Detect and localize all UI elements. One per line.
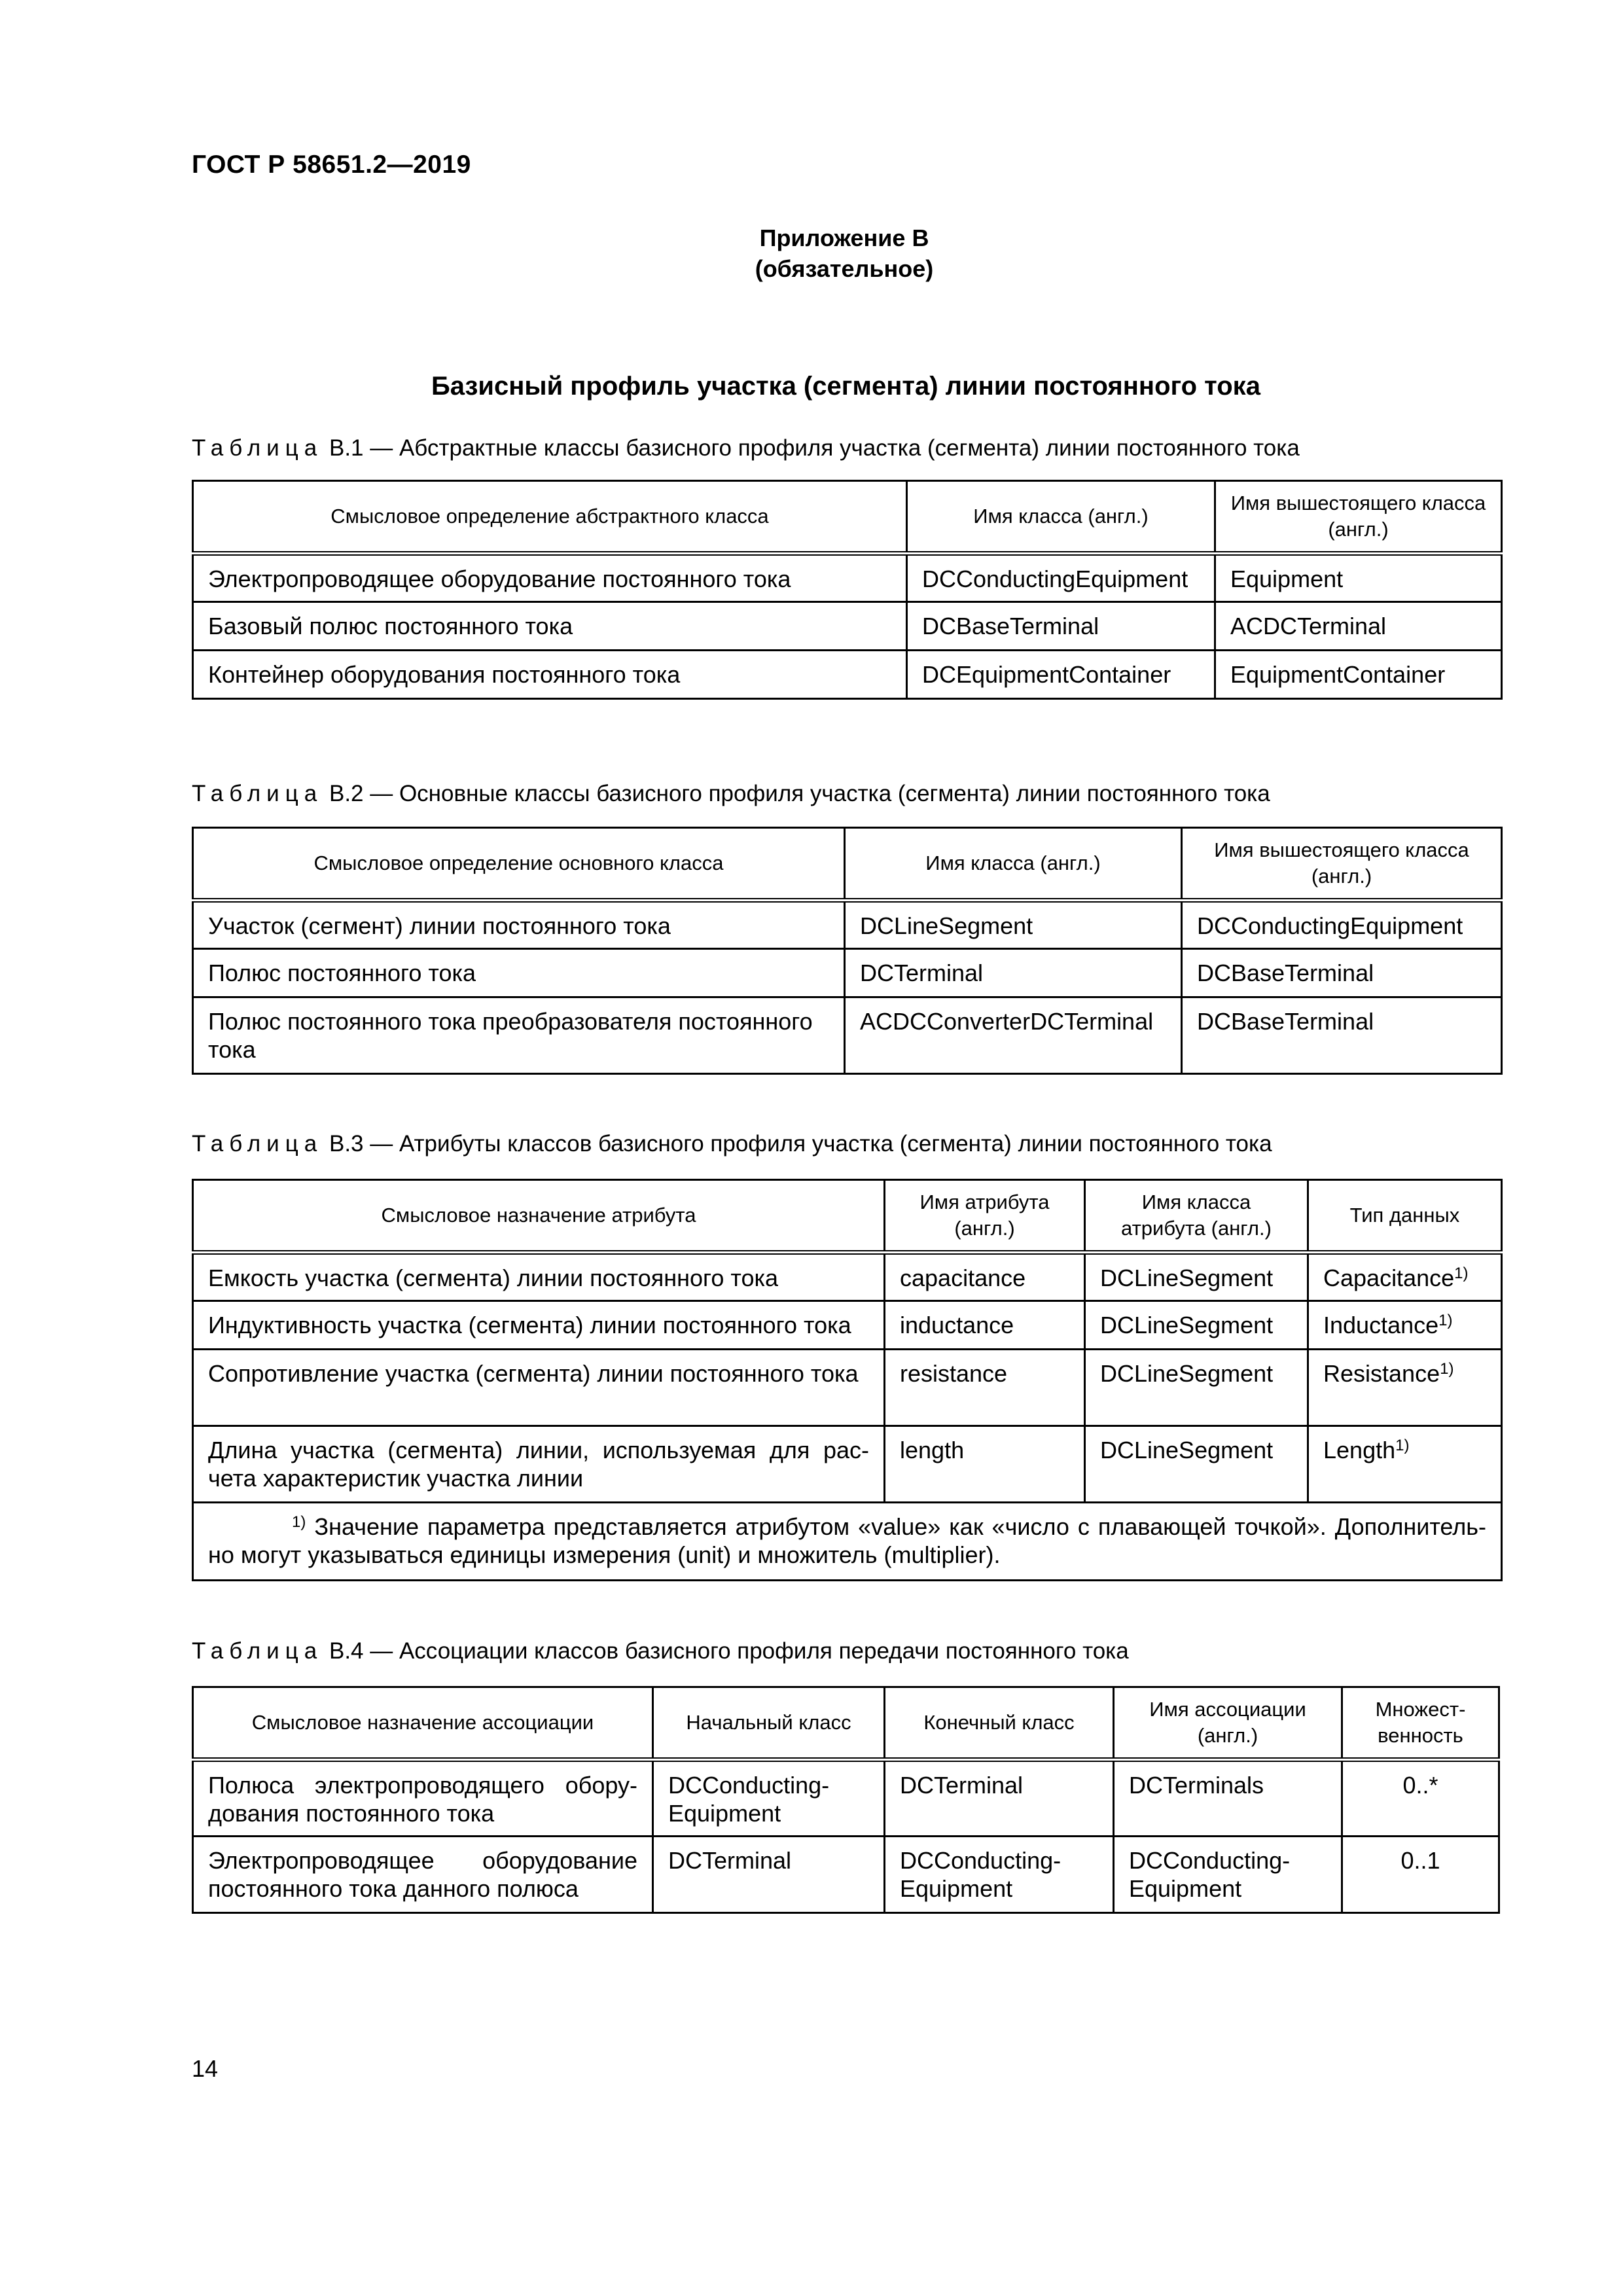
footnote-mark: 1) xyxy=(292,1513,306,1531)
footnote-ref: 1) xyxy=(1440,1360,1454,1378)
table3-caption-text: В.3 — Атрибуты классов базисного профиля участка (сегмента) линии постоянного тока xyxy=(329,1131,1272,1157)
table2-caption xyxy=(192,781,1270,807)
table2-header-class-name: Имя класса (англ.) xyxy=(845,828,1182,901)
table3-cell: Индуктивность участка (сегмента) линии постоянного тока xyxy=(193,1301,885,1350)
table4-cell: DCTerminal xyxy=(653,1837,885,1913)
table4 xyxy=(192,1686,1500,1914)
table3-cell xyxy=(1308,1426,1502,1503)
table1-caption-text: В.1 — Абстрактные классы базисного профиля участка (сегмента) линии постоянного тока xyxy=(329,435,1300,461)
table1-cell: DCEquipmentContainer xyxy=(907,651,1215,699)
table2-header-parent-class: Имя вышестоящего класса (англ.) xyxy=(1182,828,1502,901)
table4-cell: 0..1 xyxy=(1342,1837,1499,1913)
table-row xyxy=(193,651,1502,699)
table3-cell: DCLineSegment xyxy=(1085,1350,1308,1426)
table3-cell xyxy=(1308,1350,1502,1426)
table3-label: Таблица xyxy=(192,1131,323,1157)
table2-cell: DCBaseTerminal xyxy=(1182,997,1502,1074)
table1-caption xyxy=(192,435,1300,461)
annex-status: (обязательное) xyxy=(755,255,934,282)
table1-label: Таблица xyxy=(192,435,323,461)
table4-caption-text: В.4 — Ассоциации классов базисного профиля передачи постоянного тока xyxy=(329,1638,1129,1664)
footnote-text: Значение параметра представляется атрибутом «value» как «число с плавающей точкой». Дополнитель-но могут указываться единицы измерения (unit) и множитель (multiplier). xyxy=(208,1513,1486,1568)
table-row xyxy=(193,949,1502,997)
table2-cell: Полюс постоянного тока xyxy=(193,949,845,997)
table1-header-definition: Смысловое определение абстрактного класса xyxy=(193,481,907,554)
table2-cell: ACDCConverterDCTerminal xyxy=(845,997,1182,1074)
table-row xyxy=(193,1760,1499,1837)
table3-cell: DCLineSegment xyxy=(1085,1253,1308,1301)
table3-header-attribute-name: Имя атрибута (англ.) xyxy=(885,1180,1085,1253)
table3-cell: inductance xyxy=(885,1301,1085,1350)
table-row xyxy=(193,997,1502,1074)
table1-header-class-name: Имя класса (англ.) xyxy=(907,481,1215,554)
table1-cell: DCConductingEquipment xyxy=(907,554,1215,602)
table1 xyxy=(192,480,1503,700)
footnote-ref: 1) xyxy=(1454,1265,1469,1282)
annex-title: Приложение В xyxy=(759,224,929,251)
table-footnote-row xyxy=(193,1503,1502,1581)
table-row xyxy=(193,1426,1502,1503)
table1-cell: Контейнер оборудования постоянного тока xyxy=(193,651,907,699)
table3-footnote xyxy=(193,1503,1502,1581)
table-row xyxy=(193,1350,1502,1426)
table1-cell: EquipmentContainer xyxy=(1215,651,1502,699)
table4-cell: 0..* xyxy=(1342,1760,1499,1837)
table3-caption xyxy=(192,1131,1272,1157)
table2-cell: DCTerminal xyxy=(845,949,1182,997)
table2 xyxy=(192,827,1503,1075)
footnote-ref: 1) xyxy=(1395,1437,1410,1454)
table4-cell: DCTerminal xyxy=(885,1760,1114,1837)
table2-cell: Участок (сегмент) линии постоянного тока xyxy=(193,901,845,949)
table3-header-attribute-class: Имя класса атрибута (англ.) xyxy=(1085,1180,1308,1253)
table4-header-multiplicity: Множест-венность xyxy=(1342,1687,1499,1760)
table4-header-end-class: Конечный класс xyxy=(885,1687,1114,1760)
data-type: Resistance xyxy=(1323,1360,1440,1387)
table-row xyxy=(193,1253,1502,1301)
standard-number: ГОСТ Р 58651.2—2019 xyxy=(192,151,471,179)
table4-caption xyxy=(192,1638,1129,1664)
table1-header-parent-class: Имя вышестоящего класса (англ.) xyxy=(1215,481,1502,554)
table3-cell: capacitance xyxy=(885,1253,1085,1301)
table4-cell: DCConducting-Equipment xyxy=(1114,1837,1342,1913)
table2-cell: DCConductingEquipment xyxy=(1182,901,1502,949)
table3-cell: DCLineSegment xyxy=(1085,1426,1308,1503)
table3-cell xyxy=(1308,1301,1502,1350)
table4-header-start-class: Начальный класс xyxy=(653,1687,885,1760)
table3-cell: Сопротивление участка (сегмента) линии постоянного тока xyxy=(193,1350,885,1426)
table4-cell: DCTerminals xyxy=(1114,1760,1342,1837)
table3-cell xyxy=(1308,1253,1502,1301)
table-row xyxy=(193,554,1502,602)
table4-cell: DCConducting-Equipment xyxy=(653,1760,885,1837)
footnote-ref: 1) xyxy=(1438,1312,1453,1329)
table1-cell: Базовый полюс постоянного тока xyxy=(193,602,907,651)
table-row xyxy=(193,602,1502,651)
table3-cell: length xyxy=(885,1426,1085,1503)
table2-cell: DCLineSegment xyxy=(845,901,1182,949)
table2-label: Таблица xyxy=(192,781,323,806)
table4-header-purpose: Смысловое назначение ассоциации xyxy=(193,1687,653,1760)
data-type: Inductance xyxy=(1323,1312,1439,1338)
table3-cell: resistance xyxy=(885,1350,1085,1426)
table2-header-definition: Смысловое определение основного класса xyxy=(193,828,845,901)
table3-cell: Длина участка (сегмента) линии, используемая для рас-чета характеристик участка линии xyxy=(193,1426,885,1503)
table-row xyxy=(193,1301,1502,1350)
table4-label: Таблица xyxy=(192,1638,323,1664)
table4-cell: Полюса электропроводящего обору-дования постоянного тока xyxy=(193,1760,653,1837)
table-row xyxy=(193,1837,1499,1913)
data-type: Length xyxy=(1323,1437,1396,1463)
table4-header-association-name: Имя ассоциации (англ.) xyxy=(1114,1687,1342,1760)
table1-cell: ACDCTerminal xyxy=(1215,602,1502,651)
table2-caption-text: В.2 — Основные классы базисного профиля участка (сегмента) линии постоянного тока xyxy=(329,781,1270,806)
table1-cell: Электропроводящее оборудование постоянного тока xyxy=(193,554,907,602)
table2-cell: DCBaseTerminal xyxy=(1182,949,1502,997)
section-title: Базисный профиль участка (сегмента) линии постоянного тока xyxy=(431,372,1260,401)
table1-cell: DCBaseTerminal xyxy=(907,602,1215,651)
table3-header-purpose: Смысловое назначение атрибута xyxy=(193,1180,885,1253)
table4-cell: DCConducting-Equipment xyxy=(885,1837,1114,1913)
table3-header-data-type: Тип данных xyxy=(1308,1180,1502,1253)
table3-cell: Емкость участка (сегмента) линии постоянного тока xyxy=(193,1253,885,1301)
table4-cell: Электропроводящее оборудование постоянного тока данного полюса xyxy=(193,1837,653,1913)
page-number: 14 xyxy=(192,2055,219,2082)
table3-cell: DCLineSegment xyxy=(1085,1301,1308,1350)
table-row xyxy=(193,901,1502,949)
data-type: Capacitance xyxy=(1323,1265,1455,1291)
table3 xyxy=(192,1179,1503,1581)
table2-cell: Полюс постоянного тока преобразователя постоянного тока xyxy=(193,997,845,1074)
table1-cell: Equipment xyxy=(1215,554,1502,602)
